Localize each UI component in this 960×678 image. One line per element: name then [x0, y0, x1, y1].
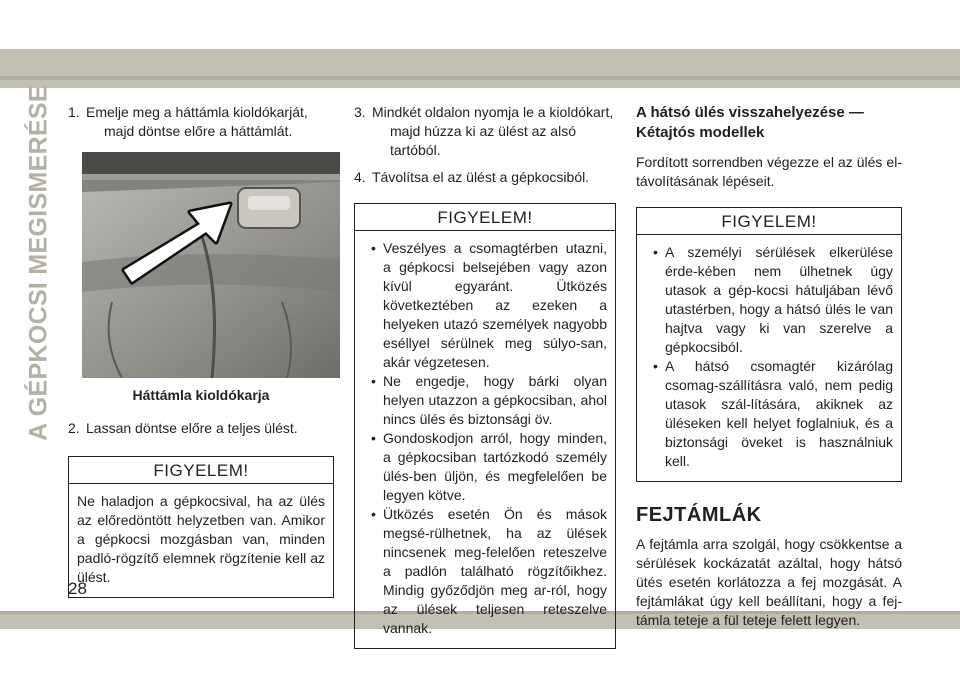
warning-title: FIGYELEM!: [355, 204, 615, 231]
body-paragraph: Fordított sorrendben végezze el az ülés el-távolításának lépéseit.: [636, 154, 902, 189]
step-4-text: Távolítsa el az ülést a gépkocsiból.: [372, 169, 590, 185]
figure-caption: Háttámla kioldókarja: [132, 387, 270, 403]
header-rule: [0, 76, 960, 80]
warning-list: [363, 239, 607, 638]
section-heading: A hátsó ülés visszahelyezése — Kétajtós modellek: [636, 104, 864, 141]
warning-title: FIGYELEM!: [69, 457, 333, 484]
warning-box-1: [68, 456, 334, 598]
step-1: [68, 103, 334, 141]
step-2-text: Lassan döntse előre a teljes ülést.: [86, 420, 298, 436]
warning-item: • Gondoskodjon arról, hogy minden, a gépkocsiban tartózkodó személy ülés-ben üljön, és megfelelően be legyen kötve.: [363, 429, 607, 505]
step-4-number: 4.: [354, 169, 366, 185]
steps-list-1: [68, 103, 334, 141]
step-1-number: 1.: [68, 104, 80, 120]
warning-box-2: [354, 203, 616, 649]
step-3: [354, 103, 616, 160]
warning-box-3: [636, 207, 902, 482]
warning-list: [645, 243, 893, 471]
column-1: [68, 103, 334, 598]
column-3: [636, 103, 902, 630]
warning-item: • Ütközés esetén Ön és mások megsé-rülhetnek, ha az ülések nincsenek meg-felelően reteszelve a padlón található rögzítőikhez. Mindig győződjön meg ar-ról, hogy az ülések teljesen reteszelve vannak.: [363, 505, 607, 638]
warning-item: • Veszélyes a csomagtérben utazni, a gépkocsi belsejében vagy azon kívül egyaránt. Ütközés következtében az ezeken a helyeken utazó személyek nagyobb eséllyel sérülnek meg súlyo-san, akár végzetesen.: [363, 239, 607, 372]
header-band: [0, 49, 960, 88]
step-4: [354, 168, 616, 187]
column-2: [354, 103, 616, 649]
steps-list-3: [354, 103, 616, 187]
warning-text: Ne haladjon a gépkocsival, ha az ülés az előredöntött helyzetben van. Amikor a gépkocsi mozgásban van, minden padló-rögzítő elemnek rögzítenie kell az ülést.: [77, 493, 325, 585]
warning-body: [637, 235, 901, 481]
page-number: 28: [68, 579, 87, 598]
step-3-number: 3.: [354, 104, 366, 120]
warning-title: FIGYELEM!: [637, 208, 901, 235]
seatback-release-photo: [82, 152, 340, 378]
step-2-number: 2.: [68, 420, 80, 436]
step-1-text: Emelje meg a háttámla kioldókarját, majd döntse előre a háttámlát.: [86, 104, 308, 139]
step-3-text: Mindkét oldalon nyomja le a kioldókart, majd húzza ki az ülést az alsó tartóból.: [372, 104, 614, 158]
section-title: FEJTÁMLÁK: [636, 504, 762, 526]
section-side-title: [22, 85, 56, 441]
step-2: [68, 419, 334, 438]
steps-list-2: [68, 419, 334, 438]
warning-body: [355, 231, 615, 648]
warning-item: • Ne engedje, hogy bárki olyan helyen utazzon a gépkocsiban, ahol nincs ülés és biztonsági öv.: [363, 372, 607, 429]
warning-item: • A hátsó csomagtér kizárólag csomag-szállításra való, nem pedig utasok szál-lítására, akiknek az üléseken kell helyet foglalniuk, és a biztonsági öveket is használniuk kell.: [645, 357, 893, 471]
side-title-text: A GÉPKOCSI MEGISMERÉSE: [24, 85, 53, 441]
body-paragraph: A fejtámla arra szolgál, hogy csökkentse a sérülések kockázatát azáltal, hogy hátsó ütés esetén korlátozza a fej mozgását. A fejtámlákat úgy kell beállítani, hogy a fej-támla teteje a fül teteje felett legyen.: [636, 536, 902, 628]
warning-item: • A személyi sérülések elkerülése érde-kében nem ülhetnek úgy utasok a gép-kocsi hátuljában lévő utastérben, hogy a hátsó ülés le van hajtva vagy ki van szerelve a gépkocsiból.: [645, 243, 893, 357]
